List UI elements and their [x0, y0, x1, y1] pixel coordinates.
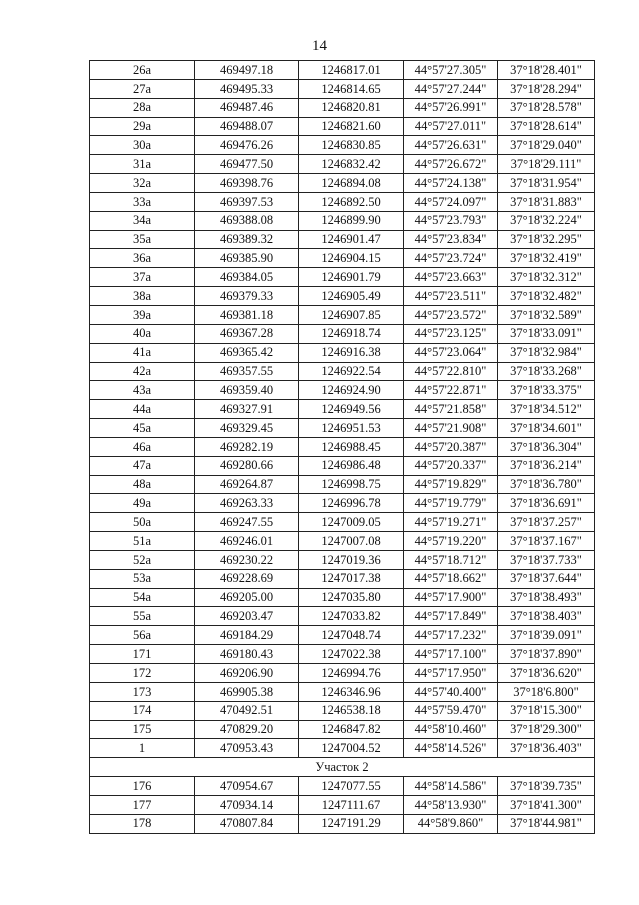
table-row	[90, 777, 595, 796]
table-row	[90, 550, 595, 569]
section-header-row	[90, 758, 595, 777]
y-coordinate-cell: 1247033.82	[299, 607, 404, 626]
point-number-cell: 171	[90, 645, 195, 664]
longitude-cell: 37°18'28.578"	[498, 98, 595, 117]
table-row	[90, 79, 595, 98]
y-coordinate-cell: 1246916.38	[299, 343, 404, 362]
x-coordinate-cell: 469246.01	[195, 532, 299, 551]
longitude-cell: 37°18'37.257"	[498, 513, 595, 532]
longitude-cell: 37°18'37.733"	[498, 550, 595, 569]
section-label: Участок 2	[90, 758, 595, 777]
point-number-cell: 28а	[90, 98, 195, 117]
table-row	[90, 155, 595, 174]
latitude-cell: 44°57'27.244"	[404, 79, 498, 98]
point-number-cell: 53а	[90, 569, 195, 588]
table-row	[90, 362, 595, 381]
x-coordinate-cell: 469203.47	[195, 607, 299, 626]
longitude-cell: 37°18'32.589"	[498, 305, 595, 324]
longitude-cell: 37°18'33.091"	[498, 324, 595, 343]
point-number-cell: 55а	[90, 607, 195, 626]
table-row	[90, 419, 595, 438]
x-coordinate-cell: 469329.45	[195, 419, 299, 438]
point-number-cell: 26а	[90, 61, 195, 80]
y-coordinate-cell: 1246996.78	[299, 494, 404, 513]
y-coordinate-cell: 1247009.05	[299, 513, 404, 532]
latitude-cell: 44°58'9.860"	[404, 814, 498, 833]
y-coordinate-cell: 1246994.76	[299, 664, 404, 683]
point-number-cell: 34а	[90, 211, 195, 230]
y-coordinate-cell: 1247048.74	[299, 626, 404, 645]
longitude-cell: 37°18'6.800"	[498, 682, 595, 701]
longitude-cell: 37°18'36.214"	[498, 456, 595, 475]
y-coordinate-cell: 1246901.47	[299, 230, 404, 249]
longitude-cell: 37°18'32.419"	[498, 249, 595, 268]
latitude-cell: 44°57'27.305"	[404, 61, 498, 80]
point-number-cell: 175	[90, 720, 195, 739]
point-number-cell: 51а	[90, 532, 195, 551]
table-row	[90, 814, 595, 833]
longitude-cell: 37°18'38.403"	[498, 607, 595, 626]
longitude-cell: 37°18'29.300"	[498, 720, 595, 739]
x-coordinate-cell: 469228.69	[195, 569, 299, 588]
y-coordinate-cell: 1247004.52	[299, 739, 404, 758]
x-coordinate-cell: 469398.76	[195, 174, 299, 193]
x-coordinate-cell: 469206.90	[195, 664, 299, 683]
latitude-cell: 44°57'27.011"	[404, 117, 498, 136]
longitude-cell: 37°18'29.111"	[498, 155, 595, 174]
y-coordinate-cell: 1246832.42	[299, 155, 404, 174]
y-coordinate-cell: 1246907.85	[299, 305, 404, 324]
coordinates-rows-section-1	[90, 61, 595, 758]
longitude-cell: 37°18'37.644"	[498, 569, 595, 588]
longitude-cell: 37°18'34.601"	[498, 419, 595, 438]
point-number-cell: 174	[90, 701, 195, 720]
longitude-cell: 37°18'39.091"	[498, 626, 595, 645]
latitude-cell: 44°57'23.834"	[404, 230, 498, 249]
table-row	[90, 645, 595, 664]
table-row	[90, 475, 595, 494]
longitude-cell: 37°18'28.294"	[498, 79, 595, 98]
point-number-cell: 44а	[90, 400, 195, 419]
longitude-cell: 37°18'36.304"	[498, 437, 595, 456]
x-coordinate-cell: 469384.05	[195, 268, 299, 287]
x-coordinate-cell: 469379.33	[195, 287, 299, 306]
table-row	[90, 532, 595, 551]
y-coordinate-cell: 1246814.65	[299, 79, 404, 98]
y-coordinate-cell: 1246817.01	[299, 61, 404, 80]
x-coordinate-cell: 469280.66	[195, 456, 299, 475]
table-row	[90, 287, 595, 306]
y-coordinate-cell: 1246830.85	[299, 136, 404, 155]
longitude-cell: 37°18'33.375"	[498, 381, 595, 400]
table-row	[90, 98, 595, 117]
latitude-cell: 44°57'24.097"	[404, 192, 498, 211]
point-number-cell: 49а	[90, 494, 195, 513]
y-coordinate-cell: 1246998.75	[299, 475, 404, 494]
x-coordinate-cell: 469495.33	[195, 79, 299, 98]
coordinates-rows-section-2	[90, 777, 595, 834]
y-coordinate-cell: 1246894.08	[299, 174, 404, 193]
point-number-cell: 29а	[90, 117, 195, 136]
table-row	[90, 230, 595, 249]
x-coordinate-cell: 469205.00	[195, 588, 299, 607]
x-coordinate-cell: 469905.38	[195, 682, 299, 701]
table-row	[90, 682, 595, 701]
latitude-cell: 44°57'23.064"	[404, 343, 498, 362]
y-coordinate-cell: 1246901.79	[299, 268, 404, 287]
table-row	[90, 739, 595, 758]
longitude-cell: 37°18'36.403"	[498, 739, 595, 758]
y-coordinate-cell: 1246899.90	[299, 211, 404, 230]
point-number-cell: 43а	[90, 381, 195, 400]
latitude-cell: 44°57'23.793"	[404, 211, 498, 230]
latitude-cell: 44°57'17.849"	[404, 607, 498, 626]
point-number-cell: 38а	[90, 287, 195, 306]
y-coordinate-cell: 1247017.38	[299, 569, 404, 588]
x-coordinate-cell: 469389.32	[195, 230, 299, 249]
point-number-cell: 31а	[90, 155, 195, 174]
y-coordinate-cell: 1246918.74	[299, 324, 404, 343]
x-coordinate-cell: 469367.28	[195, 324, 299, 343]
latitude-cell: 44°58'14.526"	[404, 739, 498, 758]
latitude-cell: 44°58'14.586"	[404, 777, 498, 796]
point-number-cell: 172	[90, 664, 195, 683]
y-coordinate-cell: 1247191.29	[299, 814, 404, 833]
latitude-cell: 44°57'21.858"	[404, 400, 498, 419]
table-row	[90, 588, 595, 607]
point-number-cell: 39а	[90, 305, 195, 324]
x-coordinate-cell: 469184.29	[195, 626, 299, 645]
point-number-cell: 50а	[90, 513, 195, 532]
longitude-cell: 37°18'32.984"	[498, 343, 595, 362]
point-number-cell: 54а	[90, 588, 195, 607]
x-coordinate-cell: 469282.19	[195, 437, 299, 456]
latitude-cell: 44°57'22.810"	[404, 362, 498, 381]
x-coordinate-cell: 469230.22	[195, 550, 299, 569]
latitude-cell: 44°57'17.100"	[404, 645, 498, 664]
latitude-cell: 44°58'10.460"	[404, 720, 498, 739]
y-coordinate-cell: 1246821.60	[299, 117, 404, 136]
table-row	[90, 437, 595, 456]
longitude-cell: 37°18'37.167"	[498, 532, 595, 551]
y-coordinate-cell: 1247019.36	[299, 550, 404, 569]
latitude-cell: 44°57'23.724"	[404, 249, 498, 268]
point-number-cell: 52а	[90, 550, 195, 569]
y-coordinate-cell: 1246924.90	[299, 381, 404, 400]
x-coordinate-cell: 470807.84	[195, 814, 299, 833]
latitude-cell: 44°57'19.829"	[404, 475, 498, 494]
latitude-cell: 44°57'23.125"	[404, 324, 498, 343]
latitude-cell: 44°57'17.900"	[404, 588, 498, 607]
table-row	[90, 249, 595, 268]
latitude-cell: 44°57'23.511"	[404, 287, 498, 306]
y-coordinate-cell: 1246949.56	[299, 400, 404, 419]
longitude-cell: 37°18'28.401"	[498, 61, 595, 80]
point-number-cell: 33а	[90, 192, 195, 211]
x-coordinate-cell: 469488.07	[195, 117, 299, 136]
longitude-cell: 37°18'34.512"	[498, 400, 595, 419]
table-row	[90, 513, 595, 532]
table-row	[90, 607, 595, 626]
point-number-cell: 27а	[90, 79, 195, 98]
longitude-cell: 37°18'32.224"	[498, 211, 595, 230]
latitude-cell: 44°57'26.631"	[404, 136, 498, 155]
latitude-cell: 44°57'22.871"	[404, 381, 498, 400]
latitude-cell: 44°57'23.663"	[404, 268, 498, 287]
x-coordinate-cell: 469263.33	[195, 494, 299, 513]
x-coordinate-cell: 469388.08	[195, 211, 299, 230]
point-number-cell: 40а	[90, 324, 195, 343]
y-coordinate-cell: 1247007.08	[299, 532, 404, 551]
y-coordinate-cell: 1247111.67	[299, 795, 404, 814]
longitude-cell: 37°18'36.780"	[498, 475, 595, 494]
point-number-cell: 1	[90, 739, 195, 758]
longitude-cell: 37°18'37.890"	[498, 645, 595, 664]
y-coordinate-cell: 1247035.80	[299, 588, 404, 607]
latitude-cell: 44°57'19.220"	[404, 532, 498, 551]
longitude-cell: 37°18'39.735"	[498, 777, 595, 796]
table-row	[90, 701, 595, 720]
longitude-cell: 37°18'28.614"	[498, 117, 595, 136]
point-number-cell: 48а	[90, 475, 195, 494]
table-row	[90, 305, 595, 324]
latitude-cell: 44°57'21.908"	[404, 419, 498, 438]
latitude-cell: 44°57'18.662"	[404, 569, 498, 588]
longitude-cell: 37°18'32.482"	[498, 287, 595, 306]
latitude-cell: 44°57'20.387"	[404, 437, 498, 456]
y-coordinate-cell: 1246986.48	[299, 456, 404, 475]
x-coordinate-cell: 469381.18	[195, 305, 299, 324]
point-number-cell: 173	[90, 682, 195, 701]
latitude-cell: 44°57'26.991"	[404, 98, 498, 117]
x-coordinate-cell: 469180.43	[195, 645, 299, 664]
longitude-cell: 37°18'36.620"	[498, 664, 595, 683]
y-coordinate-cell: 1246847.82	[299, 720, 404, 739]
latitude-cell: 44°57'18.712"	[404, 550, 498, 569]
table-row	[90, 211, 595, 230]
table-row	[90, 569, 595, 588]
x-coordinate-cell: 470953.43	[195, 739, 299, 758]
x-coordinate-cell: 469327.91	[195, 400, 299, 419]
point-number-cell: 37а	[90, 268, 195, 287]
longitude-cell: 37°18'15.300"	[498, 701, 595, 720]
point-number-cell: 178	[90, 814, 195, 833]
longitude-cell: 37°18'33.268"	[498, 362, 595, 381]
longitude-cell: 37°18'29.040"	[498, 136, 595, 155]
x-coordinate-cell: 469477.50	[195, 155, 299, 174]
table-row	[90, 192, 595, 211]
latitude-cell: 44°57'23.572"	[404, 305, 498, 324]
table-row	[90, 136, 595, 155]
y-coordinate-cell: 1246904.15	[299, 249, 404, 268]
latitude-cell: 44°57'19.779"	[404, 494, 498, 513]
y-coordinate-cell: 1246820.81	[299, 98, 404, 117]
y-coordinate-cell: 1246538.18	[299, 701, 404, 720]
latitude-cell: 44°57'20.337"	[404, 456, 498, 475]
longitude-cell: 37°18'31.954"	[498, 174, 595, 193]
point-number-cell: 176	[90, 777, 195, 796]
longitude-cell: 37°18'32.312"	[498, 268, 595, 287]
table-row	[90, 720, 595, 739]
table-row	[90, 381, 595, 400]
latitude-cell: 44°57'17.232"	[404, 626, 498, 645]
longitude-cell: 37°18'44.981"	[498, 814, 595, 833]
longitude-cell: 37°18'31.883"	[498, 192, 595, 211]
y-coordinate-cell: 1246988.45	[299, 437, 404, 456]
y-coordinate-cell: 1246892.50	[299, 192, 404, 211]
latitude-cell: 44°57'26.672"	[404, 155, 498, 174]
y-coordinate-cell: 1247022.38	[299, 645, 404, 664]
y-coordinate-cell: 1246905.49	[299, 287, 404, 306]
point-number-cell: 45а	[90, 419, 195, 438]
longitude-cell: 37°18'41.300"	[498, 795, 595, 814]
y-coordinate-cell: 1246922.54	[299, 362, 404, 381]
coordinates-table	[89, 60, 595, 834]
x-coordinate-cell: 469476.26	[195, 136, 299, 155]
x-coordinate-cell: 470934.14	[195, 795, 299, 814]
x-coordinate-cell: 470492.51	[195, 701, 299, 720]
latitude-cell: 44°58'13.930"	[404, 795, 498, 814]
x-coordinate-cell: 469385.90	[195, 249, 299, 268]
longitude-cell: 37°18'38.493"	[498, 588, 595, 607]
page-number: 14	[312, 38, 327, 54]
x-coordinate-cell: 470829.20	[195, 720, 299, 739]
longitude-cell: 37°18'36.691"	[498, 494, 595, 513]
latitude-cell: 44°57'40.400"	[404, 682, 498, 701]
point-number-cell: 47а	[90, 456, 195, 475]
table-row	[90, 400, 595, 419]
x-coordinate-cell: 469397.53	[195, 192, 299, 211]
x-coordinate-cell: 469359.40	[195, 381, 299, 400]
point-number-cell: 177	[90, 795, 195, 814]
point-number-cell: 56а	[90, 626, 195, 645]
table-row	[90, 117, 595, 136]
table-row	[90, 664, 595, 683]
x-coordinate-cell: 469365.42	[195, 343, 299, 362]
y-coordinate-cell: 1246951.53	[299, 419, 404, 438]
x-coordinate-cell: 470954.67	[195, 777, 299, 796]
point-number-cell: 30а	[90, 136, 195, 155]
x-coordinate-cell: 469497.18	[195, 61, 299, 80]
latitude-cell: 44°57'59.470"	[404, 701, 498, 720]
x-coordinate-cell: 469357.55	[195, 362, 299, 381]
y-coordinate-cell: 1246346.96	[299, 682, 404, 701]
point-number-cell: 46а	[90, 437, 195, 456]
table-row	[90, 795, 595, 814]
y-coordinate-cell: 1247077.55	[299, 777, 404, 796]
point-number-cell: 32а	[90, 174, 195, 193]
table-row	[90, 626, 595, 645]
x-coordinate-cell: 469247.55	[195, 513, 299, 532]
table-row	[90, 268, 595, 287]
point-number-cell: 35а	[90, 230, 195, 249]
x-coordinate-cell: 469264.87	[195, 475, 299, 494]
table-row	[90, 494, 595, 513]
point-number-cell: 36а	[90, 249, 195, 268]
table-row	[90, 61, 595, 80]
table-row	[90, 343, 595, 362]
table-row	[90, 174, 595, 193]
longitude-cell: 37°18'32.295"	[498, 230, 595, 249]
point-number-cell: 41а	[90, 343, 195, 362]
latitude-cell: 44°57'17.950"	[404, 664, 498, 683]
table-row	[90, 456, 595, 475]
latitude-cell: 44°57'24.138"	[404, 174, 498, 193]
latitude-cell: 44°57'19.271"	[404, 513, 498, 532]
table-row	[90, 758, 595, 777]
point-number-cell: 42а	[90, 362, 195, 381]
x-coordinate-cell: 469487.46	[195, 98, 299, 117]
table-row	[90, 324, 595, 343]
